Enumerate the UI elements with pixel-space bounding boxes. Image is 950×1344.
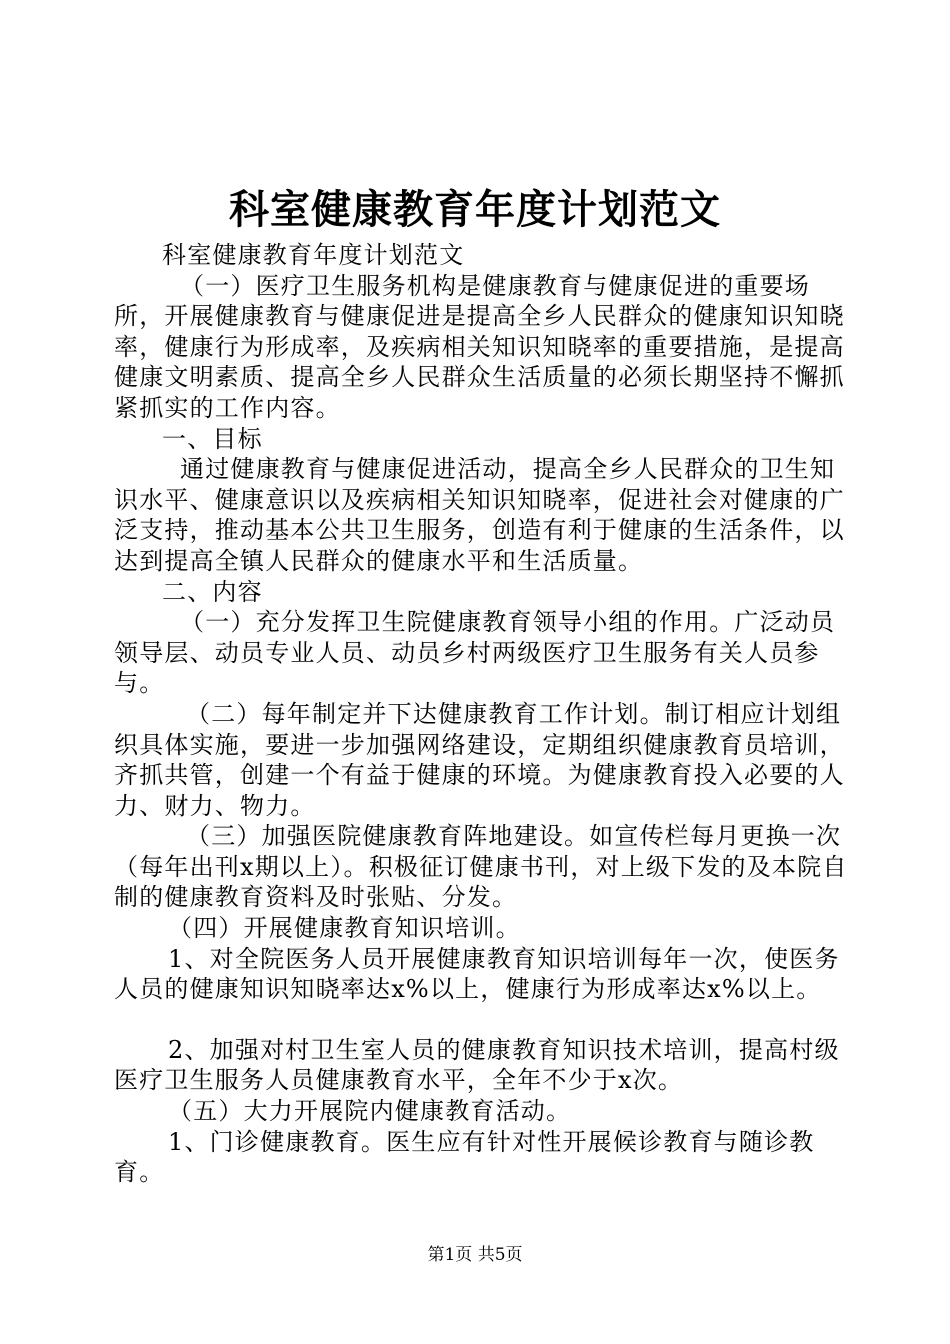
subtitle-paragraph: 科室健康教育年度计划范文 bbox=[162, 241, 465, 269]
content-item-1: （一）充分发挥卫生院健康教育领导小组的作用。广泛动员领导层、动员专业人员、动员乡村两级医疗卫生服务有关人员参与。 bbox=[114, 608, 836, 698]
section-heading-content: 二、内容 bbox=[162, 577, 263, 606]
section-heading-goals: 一、目标 bbox=[162, 424, 263, 453]
document-body bbox=[114, 240, 849, 1188]
activity-item-1: 1、门诊健康教育。医生应有针对性开展候诊教育与随诊教育。 bbox=[114, 1127, 815, 1187]
paragraph-gap bbox=[114, 1005, 849, 1035]
document-title: 科室健康教育年度计划范文 bbox=[229, 186, 721, 233]
content-item-5: （五）大力开展院内健康教育活动。 bbox=[168, 1097, 572, 1126]
intro-paragraph: （一）医疗卫生服务机构是健康教育与健康促进的重要场所，开展健康教育与健康促进是提高全乡人民群众的健康知识知晓率，健康行为形成率，及疾病相关知识知晓率的重要措施，是提高健康文明素质、提高全乡人民群众生活质量的必须长期坚持不懈抓紧抓实的工作内容。 bbox=[114, 271, 845, 422]
content-item-2: （二）每年制定并下达健康教育工作计划。制订相应计划组织具体实施，要进一步加强网络建设，定期组织健康教育员培训，齐抓共管，创建一个有益于健康的环境。为健康教育投入必要的人力、财力、物力。 bbox=[114, 699, 845, 820]
page-footer: 第1页 共5页 bbox=[427, 1245, 523, 1265]
content-item-3: （三）加强医院健康教育阵地建设。如宣传栏每月更换一次（每年出刊x期以上）。积极征订健康书刊，对上级下发的及本院自制的健康教育资料及时张贴、分发。 bbox=[114, 822, 848, 912]
training-item-2: 2、加强对村卫生室人员的健康教育知识技术培训，提高村级医疗卫生服务人员健康教育水平，全年不少于x次。 bbox=[114, 1035, 840, 1095]
goals-paragraph: 通过健康教育与健康促进活动，提高全乡人民群众的卫生知识水平、健康意识以及疾病相关知识知晓率，促进社会对健康的广泛支持，推动基本公共卫生服务，创造有利于健康的生活条件，以达到提高全镇人民群众的健康水平和生活质量。 bbox=[114, 455, 845, 575]
content-item-4: （四）开展健康教育知识培训。 bbox=[168, 914, 521, 943]
training-item-1: 1、对全院医务人员开展健康教育知识培训每年一次，使医务人员的健康知识知晓率达x%以上，健康行为形成率达x%以上。 bbox=[114, 944, 840, 1004]
